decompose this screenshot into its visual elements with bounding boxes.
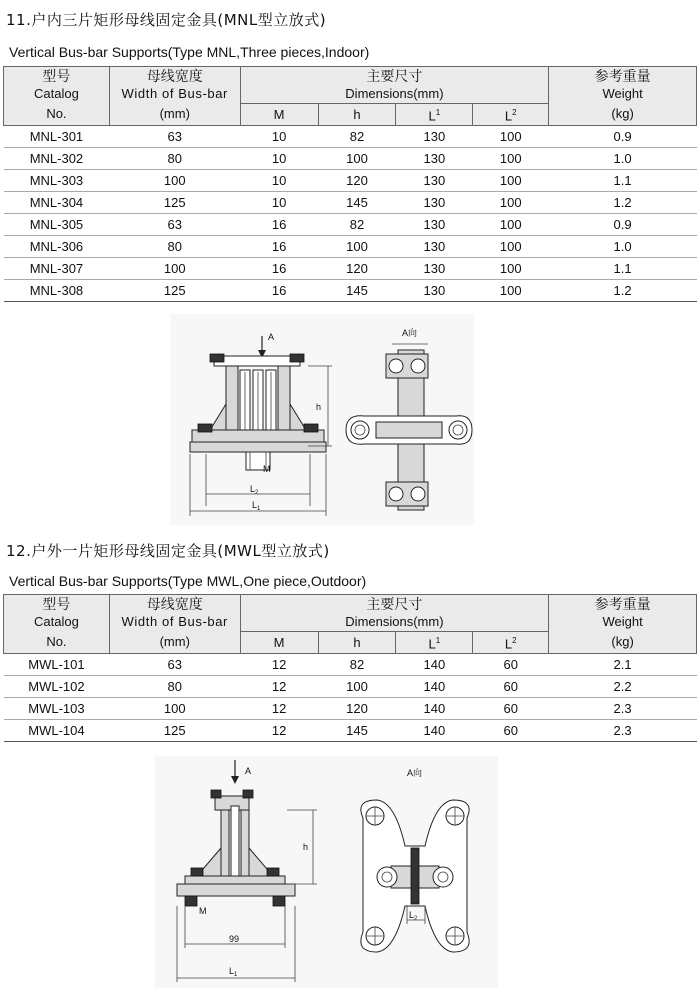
header-col-l1: $L^1$: [396, 104, 473, 126]
header-dims-zh: 主要尺寸: [240, 67, 549, 86]
dim-l2-cell: 100: [473, 280, 549, 302]
catalog-no-cell: MWL-102: [4, 676, 110, 698]
top-clamp: [214, 356, 300, 366]
header-dims-en: Dimensions(mm): [240, 613, 549, 632]
header-weight-unit: (kg): [549, 104, 697, 126]
dim-m-cell: 10: [240, 192, 318, 214]
busbar-width-cell: 125: [109, 280, 240, 302]
dim-h-cell: 145: [318, 192, 396, 214]
header-width-unit: (mm): [109, 632, 240, 654]
busbar-width-cell: 125: [109, 192, 240, 214]
dim-l2-cell: 100: [473, 258, 549, 280]
catalog-no-cell: MNL-307: [4, 258, 110, 280]
header-weight-zh: 参考重量: [549, 67, 697, 86]
table-row: [4, 170, 697, 192]
busbar-width-cell: 100: [109, 258, 240, 280]
dim-l2-cell: 100: [473, 170, 549, 192]
dim-l1-cell: 140: [396, 720, 473, 742]
dim-h-cell: 120: [318, 698, 396, 720]
dim-l1-cell: 130: [396, 214, 473, 236]
header-dims-en: Dimensions(mm): [240, 85, 549, 104]
dim-m-label: M: [263, 464, 271, 474]
dim-h-cell: 82: [318, 214, 396, 236]
weight-cell: 0.9: [549, 214, 697, 236]
header-col-l2: $L^2$: [473, 104, 549, 126]
dim-l1-cell: 130: [396, 192, 473, 214]
table-row: [4, 126, 697, 148]
dim-l2-label: $L_2$: [250, 484, 259, 496]
catalog-no-cell: MWL-101: [4, 654, 110, 676]
weight-cell: 1.1: [549, 258, 697, 280]
dim-99-label: 99: [229, 934, 240, 944]
table-row: [4, 258, 697, 280]
catalog-no-cell: MWL-104: [4, 720, 110, 742]
busbar-width-cell: 63: [109, 126, 240, 148]
dim-m-label: M: [199, 906, 207, 916]
header-catalog-no: No.: [4, 632, 110, 654]
weight-cell: 1.1: [549, 170, 697, 192]
dim-m-cell: 10: [240, 170, 318, 192]
header-width-unit: (mm): [109, 104, 240, 126]
header-catalog-en: Catalog: [4, 85, 110, 104]
dim-l2-cell: 60: [473, 720, 549, 742]
dim-h-cell: 100: [318, 676, 396, 698]
table-row: [4, 676, 697, 698]
spec-table: [3, 594, 697, 742]
dim-l1-cell: 130: [396, 126, 473, 148]
dim-l2-cell: 60: [473, 676, 549, 698]
left-post: [221, 810, 229, 886]
dim-m-cell: 16: [240, 214, 318, 236]
dim-l2-cell: 60: [473, 698, 549, 720]
section-title: 12.户外一片矩形母线固定金具(MWL型立放式): [6, 542, 330, 560]
section-title: 11.户内三片矩形母线固定金具(MNL型立放式): [6, 11, 327, 29]
arrow-a-label: A: [268, 332, 275, 342]
header-weight-unit: (kg): [549, 632, 697, 654]
dim-m-cell: 16: [240, 258, 318, 280]
catalog-no-cell: MNL-302: [4, 148, 110, 170]
dim-h-label: h: [303, 842, 309, 852]
dim-h-cell: 82: [318, 126, 396, 148]
dim-l1-cell: 130: [396, 280, 473, 302]
busbar-width-cell: 100: [109, 698, 240, 720]
base-flange: [177, 884, 295, 896]
dim-h-cell: 100: [318, 236, 396, 258]
view-a-label: A向: [402, 328, 418, 338]
header-catalog-zh: 型号: [4, 67, 110, 86]
weight-cell: 1.2: [549, 280, 697, 302]
dim-m-cell: 16: [240, 236, 318, 258]
header-weight-en: Weight: [549, 613, 697, 632]
table-row: [4, 698, 697, 720]
nut-tr: [290, 354, 304, 362]
base-plate: [185, 876, 285, 884]
header-width-en: Width of Bus-bar: [109, 613, 240, 632]
header-weight-en: Weight: [549, 85, 697, 104]
mnl-technical-drawing: [170, 314, 474, 525]
weight-cell: 2.1: [549, 654, 697, 676]
dim-m-cell: 10: [240, 126, 318, 148]
weight-cell: 2.2: [549, 676, 697, 698]
dim-l2-cell: 60: [473, 654, 549, 676]
busbar-width-cell: 80: [109, 148, 240, 170]
dim-m-cell: 10: [240, 148, 318, 170]
dim-l2-cell: 100: [473, 126, 549, 148]
weight-cell: 0.9: [549, 126, 697, 148]
header-catalog-en: Catalog: [4, 613, 110, 632]
dim-l1-cell: 140: [396, 676, 473, 698]
view-a-label: A向: [407, 768, 423, 778]
catalog-no-cell: MWL-103: [4, 698, 110, 720]
catalog-no-cell: MNL-308: [4, 280, 110, 302]
table-row: [4, 236, 697, 258]
busbar-slot: [411, 848, 419, 904]
header-col-h: h: [318, 632, 396, 654]
section-subtitle: Vertical Bus-bar Supports(Type MNL,Three pieces,Indoor): [9, 44, 370, 60]
header-catalog-no: No.: [4, 104, 110, 126]
dim-h-label: h: [316, 402, 322, 412]
table-row: [4, 192, 697, 214]
dim-l1-label: $L_1$: [229, 966, 238, 978]
dim-m-cell: 12: [240, 676, 318, 698]
mwl-technical-drawing: [155, 756, 498, 988]
nut-tl: [210, 354, 224, 362]
header-dims-zh: 主要尺寸: [240, 595, 549, 614]
weight-cell: 1.2: [549, 192, 697, 214]
weight-cell: 1.0: [549, 148, 697, 170]
header-col-m: M: [240, 632, 318, 654]
busbar-width-cell: 80: [109, 236, 240, 258]
table-row: [4, 280, 697, 302]
dim-m-cell: 12: [240, 720, 318, 742]
table-row: [4, 720, 697, 742]
table-row: [4, 148, 697, 170]
busbar-width-cell: 63: [109, 214, 240, 236]
catalog-no-cell: MNL-306: [4, 236, 110, 258]
header-weight-zh: 参考重量: [549, 595, 697, 614]
dim-m-cell: 16: [240, 280, 318, 302]
dim-l1-cell: 140: [396, 698, 473, 720]
weight-cell: 1.0: [549, 236, 697, 258]
busbar-width-cell: 100: [109, 170, 240, 192]
catalog-no-cell: MNL-304: [4, 192, 110, 214]
nut-bl: [198, 424, 212, 432]
dim-h-cell: 120: [318, 170, 396, 192]
dim-h-cell: 145: [318, 280, 396, 302]
busbar-width-cell: 125: [109, 720, 240, 742]
dim-l2-cell: 100: [473, 192, 549, 214]
header-width-zh: 母线宽度: [109, 595, 240, 614]
header-col-m: M: [240, 104, 318, 126]
busbar-width-cell: 63: [109, 654, 240, 676]
dim-l1-label: $L_1$: [252, 500, 261, 512]
arrow-a-head: [231, 776, 239, 784]
arrow-a-label: A: [245, 766, 252, 776]
dim-l1-cell: 140: [396, 654, 473, 676]
dim-m-cell: 12: [240, 698, 318, 720]
right-post: [241, 810, 249, 886]
header-col-h: h: [318, 104, 396, 126]
header-catalog-zh: 型号: [4, 595, 110, 614]
catalog-no-cell: MNL-305: [4, 214, 110, 236]
busbar-width-cell: 80: [109, 676, 240, 698]
section-subtitle: Vertical Bus-bar Supports(Type MWL,One piece,Outdoor): [9, 573, 367, 589]
dim-l2-cell: 100: [473, 148, 549, 170]
dim-h-cell: 120: [318, 258, 396, 280]
dim-l2-cell: 100: [473, 236, 549, 258]
header-col-l1: $L^1$: [396, 632, 473, 654]
header-width-zh: 母线宽度: [109, 67, 240, 86]
dim-l2-label: $L_2$: [409, 910, 418, 922]
header-col-l2: $L^2$: [473, 632, 549, 654]
table-row: [4, 654, 697, 676]
mnl-drawing: [170, 314, 474, 525]
dim-l1-cell: 130: [396, 148, 473, 170]
dim-l1-cell: 130: [396, 170, 473, 192]
dim-h-cell: 145: [318, 720, 396, 742]
weight-cell: 2.3: [549, 720, 697, 742]
dim-l2-cell: 100: [473, 214, 549, 236]
dim-l1-cell: 130: [396, 236, 473, 258]
header-width-en: Width of Bus-bar: [109, 85, 240, 104]
weight-cell: 2.3: [549, 698, 697, 720]
dim-h-cell: 82: [318, 654, 396, 676]
spec-table: [3, 66, 697, 302]
catalog-no-cell: MNL-301: [4, 126, 110, 148]
nut-br: [304, 424, 318, 432]
dim-h-cell: 100: [318, 148, 396, 170]
base-flange: [190, 442, 326, 452]
dim-m-cell: 12: [240, 654, 318, 676]
catalog-no-cell: MNL-303: [4, 170, 110, 192]
mwl-drawing: [155, 756, 498, 988]
dim-l1-cell: 130: [396, 258, 473, 280]
table-row: [4, 214, 697, 236]
